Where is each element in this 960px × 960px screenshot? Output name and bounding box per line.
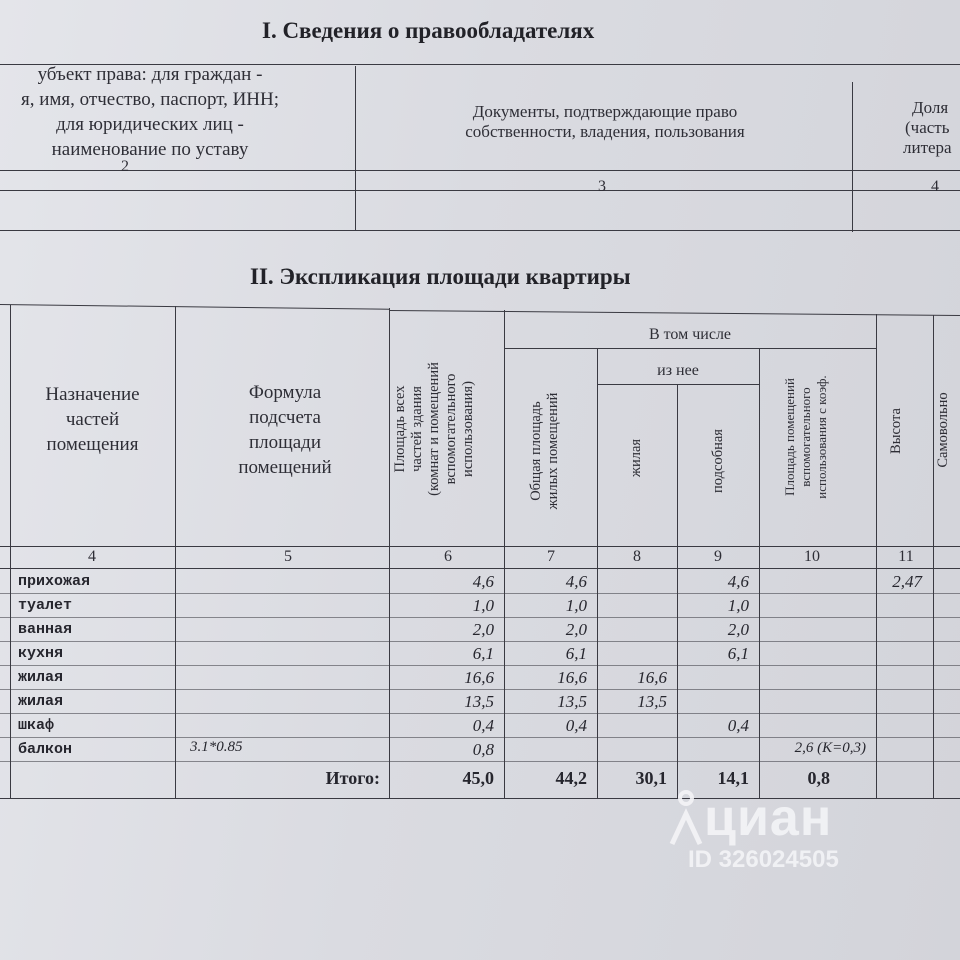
cian-logo-icon bbox=[668, 790, 704, 846]
row-divider bbox=[0, 593, 960, 594]
s1-colnum-3: 3 bbox=[598, 178, 606, 195]
s2-top-border bbox=[0, 304, 390, 310]
s2-col5-line3: площади bbox=[248, 432, 322, 453]
s2-col4-header bbox=[15, 382, 170, 457]
s1-col4-line1: Доля bbox=[912, 98, 949, 117]
room-name: ванная bbox=[18, 621, 73, 638]
cell-c6: 13,5 bbox=[464, 692, 494, 711]
row-divider bbox=[0, 713, 960, 714]
cell-c8: 16,6 bbox=[637, 668, 667, 687]
s2-col4-line3: помещения bbox=[46, 434, 139, 455]
s1-col3-line2: собственности, владения, пользования bbox=[465, 122, 745, 141]
row-divider bbox=[0, 665, 960, 666]
cell-c7: 1,0 bbox=[565, 596, 587, 615]
s1-col-divider-1 bbox=[355, 66, 356, 230]
room-name: прихожая bbox=[18, 573, 91, 590]
s2-ofwhich-header: из нее bbox=[657, 362, 699, 379]
section1-title: I. Сведения о правообладателях bbox=[262, 18, 595, 43]
s2-colnum-10: 10 bbox=[804, 548, 820, 565]
s2-top-border-right bbox=[390, 310, 960, 316]
s2-col7-line2: жилых помещений bbox=[545, 392, 561, 510]
cell-c9: 4,6 bbox=[727, 572, 749, 591]
row-divider bbox=[0, 641, 960, 642]
cell-c8: 13,5 bbox=[637, 692, 667, 711]
s2-vline-7 bbox=[597, 348, 598, 799]
s2-col10-line2: вспомогательного bbox=[798, 387, 813, 487]
s2-colnum-11: 11 bbox=[898, 548, 914, 565]
room-name: жилая bbox=[18, 693, 64, 710]
cell-c9: 6,1 bbox=[727, 644, 749, 663]
s2-col7-header bbox=[528, 370, 562, 532]
room-name: шкаф bbox=[18, 717, 55, 734]
area-formula: 3.1*0.85 bbox=[190, 739, 243, 755]
s1-col2-line4: наименование по уставу bbox=[51, 139, 249, 160]
cell-c11: 2,47 bbox=[892, 572, 922, 591]
total-c9: 14,1 bbox=[717, 768, 749, 788]
s2-col6-line3: (комнат и помещений bbox=[426, 362, 442, 496]
total-c7: 44,2 bbox=[555, 768, 587, 788]
s2-col5-line4: помещений bbox=[238, 457, 332, 478]
cell-c7: 13,5 bbox=[557, 692, 587, 711]
s1-colnum-4: 4 bbox=[931, 178, 939, 195]
s1-col2-line3: для юридических лиц - bbox=[56, 114, 244, 135]
cell-c6: 6,1 bbox=[472, 644, 494, 663]
cell-c6: 2,0 bbox=[472, 620, 494, 639]
cell-c6: 0,4 bbox=[472, 716, 494, 735]
cell-c9: 2,0 bbox=[727, 620, 749, 639]
s2-col12-header: Самовольно bbox=[935, 392, 951, 468]
s2-vline-0 bbox=[10, 305, 11, 799]
total-c6: 45,0 bbox=[462, 768, 494, 788]
s2-col6-line4: вспомогательного bbox=[443, 373, 459, 485]
s2-col6-line1: Площадь всех bbox=[392, 385, 408, 473]
row-divider bbox=[0, 617, 960, 618]
cell-c9: 1,0 bbox=[727, 596, 749, 615]
s2-col6-header bbox=[392, 318, 477, 540]
s2-colnum-bottom bbox=[0, 568, 960, 569]
s2-col10-header bbox=[782, 352, 830, 522]
s1-colnum-2: 2 bbox=[121, 158, 129, 175]
s1-col-divider-2 bbox=[852, 82, 853, 232]
s2-ofwhich-line bbox=[597, 384, 759, 385]
total-label: Итого: bbox=[325, 768, 380, 788]
s2-colnum-4: 4 bbox=[88, 548, 96, 565]
s1-col2-line1: убъект права: для граждан - bbox=[37, 64, 263, 85]
s1-col3-header bbox=[400, 102, 810, 142]
s1-col3-line1: Документы, подтверждающие право bbox=[472, 102, 738, 121]
s2-colnum-8: 8 bbox=[633, 548, 641, 565]
s2-colnum-6: 6 bbox=[444, 548, 452, 565]
cell-c7: 0,4 bbox=[565, 716, 587, 735]
s1-col2-line2: я, имя, отчество, паспорт, ИНН; bbox=[20, 89, 280, 110]
s2-colnum-5: 5 bbox=[284, 548, 292, 565]
s2-col8-header: жилая bbox=[628, 438, 644, 478]
s2-col6-line2: частей здания bbox=[409, 386, 425, 472]
s1-bottom-border bbox=[0, 230, 960, 231]
s2-col5-header bbox=[185, 380, 385, 480]
cell-c6: 1,0 bbox=[472, 596, 494, 615]
s2-col11-header: Высота bbox=[888, 408, 904, 454]
s2-col7-line1: Общая площадь bbox=[528, 401, 544, 501]
total-c10: 0,8 bbox=[807, 768, 830, 788]
room-name: туалет bbox=[18, 597, 73, 614]
cian-id-text: ID 326024505 bbox=[688, 846, 839, 873]
cell-c7: 16,6 bbox=[557, 668, 587, 687]
row-divider bbox=[0, 761, 960, 762]
s2-col9-header: подсобная bbox=[710, 429, 726, 493]
cell-c6: 0,8 bbox=[472, 740, 494, 759]
s2-including-header: В том числе bbox=[648, 326, 732, 343]
room-name: кухня bbox=[18, 645, 64, 662]
s2-vline-9 bbox=[759, 348, 760, 799]
s1-col2-header bbox=[0, 62, 310, 162]
s2-header-bottom bbox=[0, 546, 960, 547]
s2-col4-line1: Назначение bbox=[45, 384, 140, 405]
cian-brand-text: циан bbox=[704, 789, 833, 847]
cell-c7: 6,1 bbox=[565, 644, 587, 663]
room-name: жилая bbox=[18, 669, 64, 686]
s2-col4-line2: частей bbox=[65, 409, 120, 430]
cell-c6: 16,6 bbox=[464, 668, 494, 687]
s1-number-row-bottom bbox=[0, 190, 960, 191]
cell-c7: 2,0 bbox=[565, 620, 587, 639]
s2-including-line bbox=[504, 348, 876, 349]
cell-c10: 2,6 (K=0,3) bbox=[794, 740, 866, 756]
s2-colnum-9: 9 bbox=[714, 548, 722, 565]
s2-colnum-7: 7 bbox=[547, 548, 555, 565]
s1-col4-line3: литера bbox=[903, 138, 952, 157]
row-divider bbox=[0, 689, 960, 690]
s2-col6-line5: использования) bbox=[460, 381, 476, 477]
section2-title: II. Экспликация площади квартиры bbox=[250, 264, 631, 289]
s2-col10-line3: использования с коэф. bbox=[814, 375, 829, 499]
s2-col10-line1: Площадь помещений bbox=[782, 378, 797, 496]
s1-col4-header bbox=[870, 98, 960, 158]
s1-col4-line2: (часть bbox=[905, 118, 950, 137]
row-divider bbox=[0, 737, 960, 738]
cell-c6: 4,6 bbox=[472, 572, 494, 591]
room-name: балкон bbox=[18, 741, 73, 758]
cell-c7: 4,6 bbox=[565, 572, 587, 591]
s2-vline-4 bbox=[175, 306, 176, 799]
s2-col5-line2: подсчета bbox=[249, 407, 321, 428]
s2-col5-line1: Формула bbox=[248, 382, 322, 403]
total-c8: 30,1 bbox=[635, 768, 667, 788]
cell-c9: 0,4 bbox=[727, 716, 749, 735]
